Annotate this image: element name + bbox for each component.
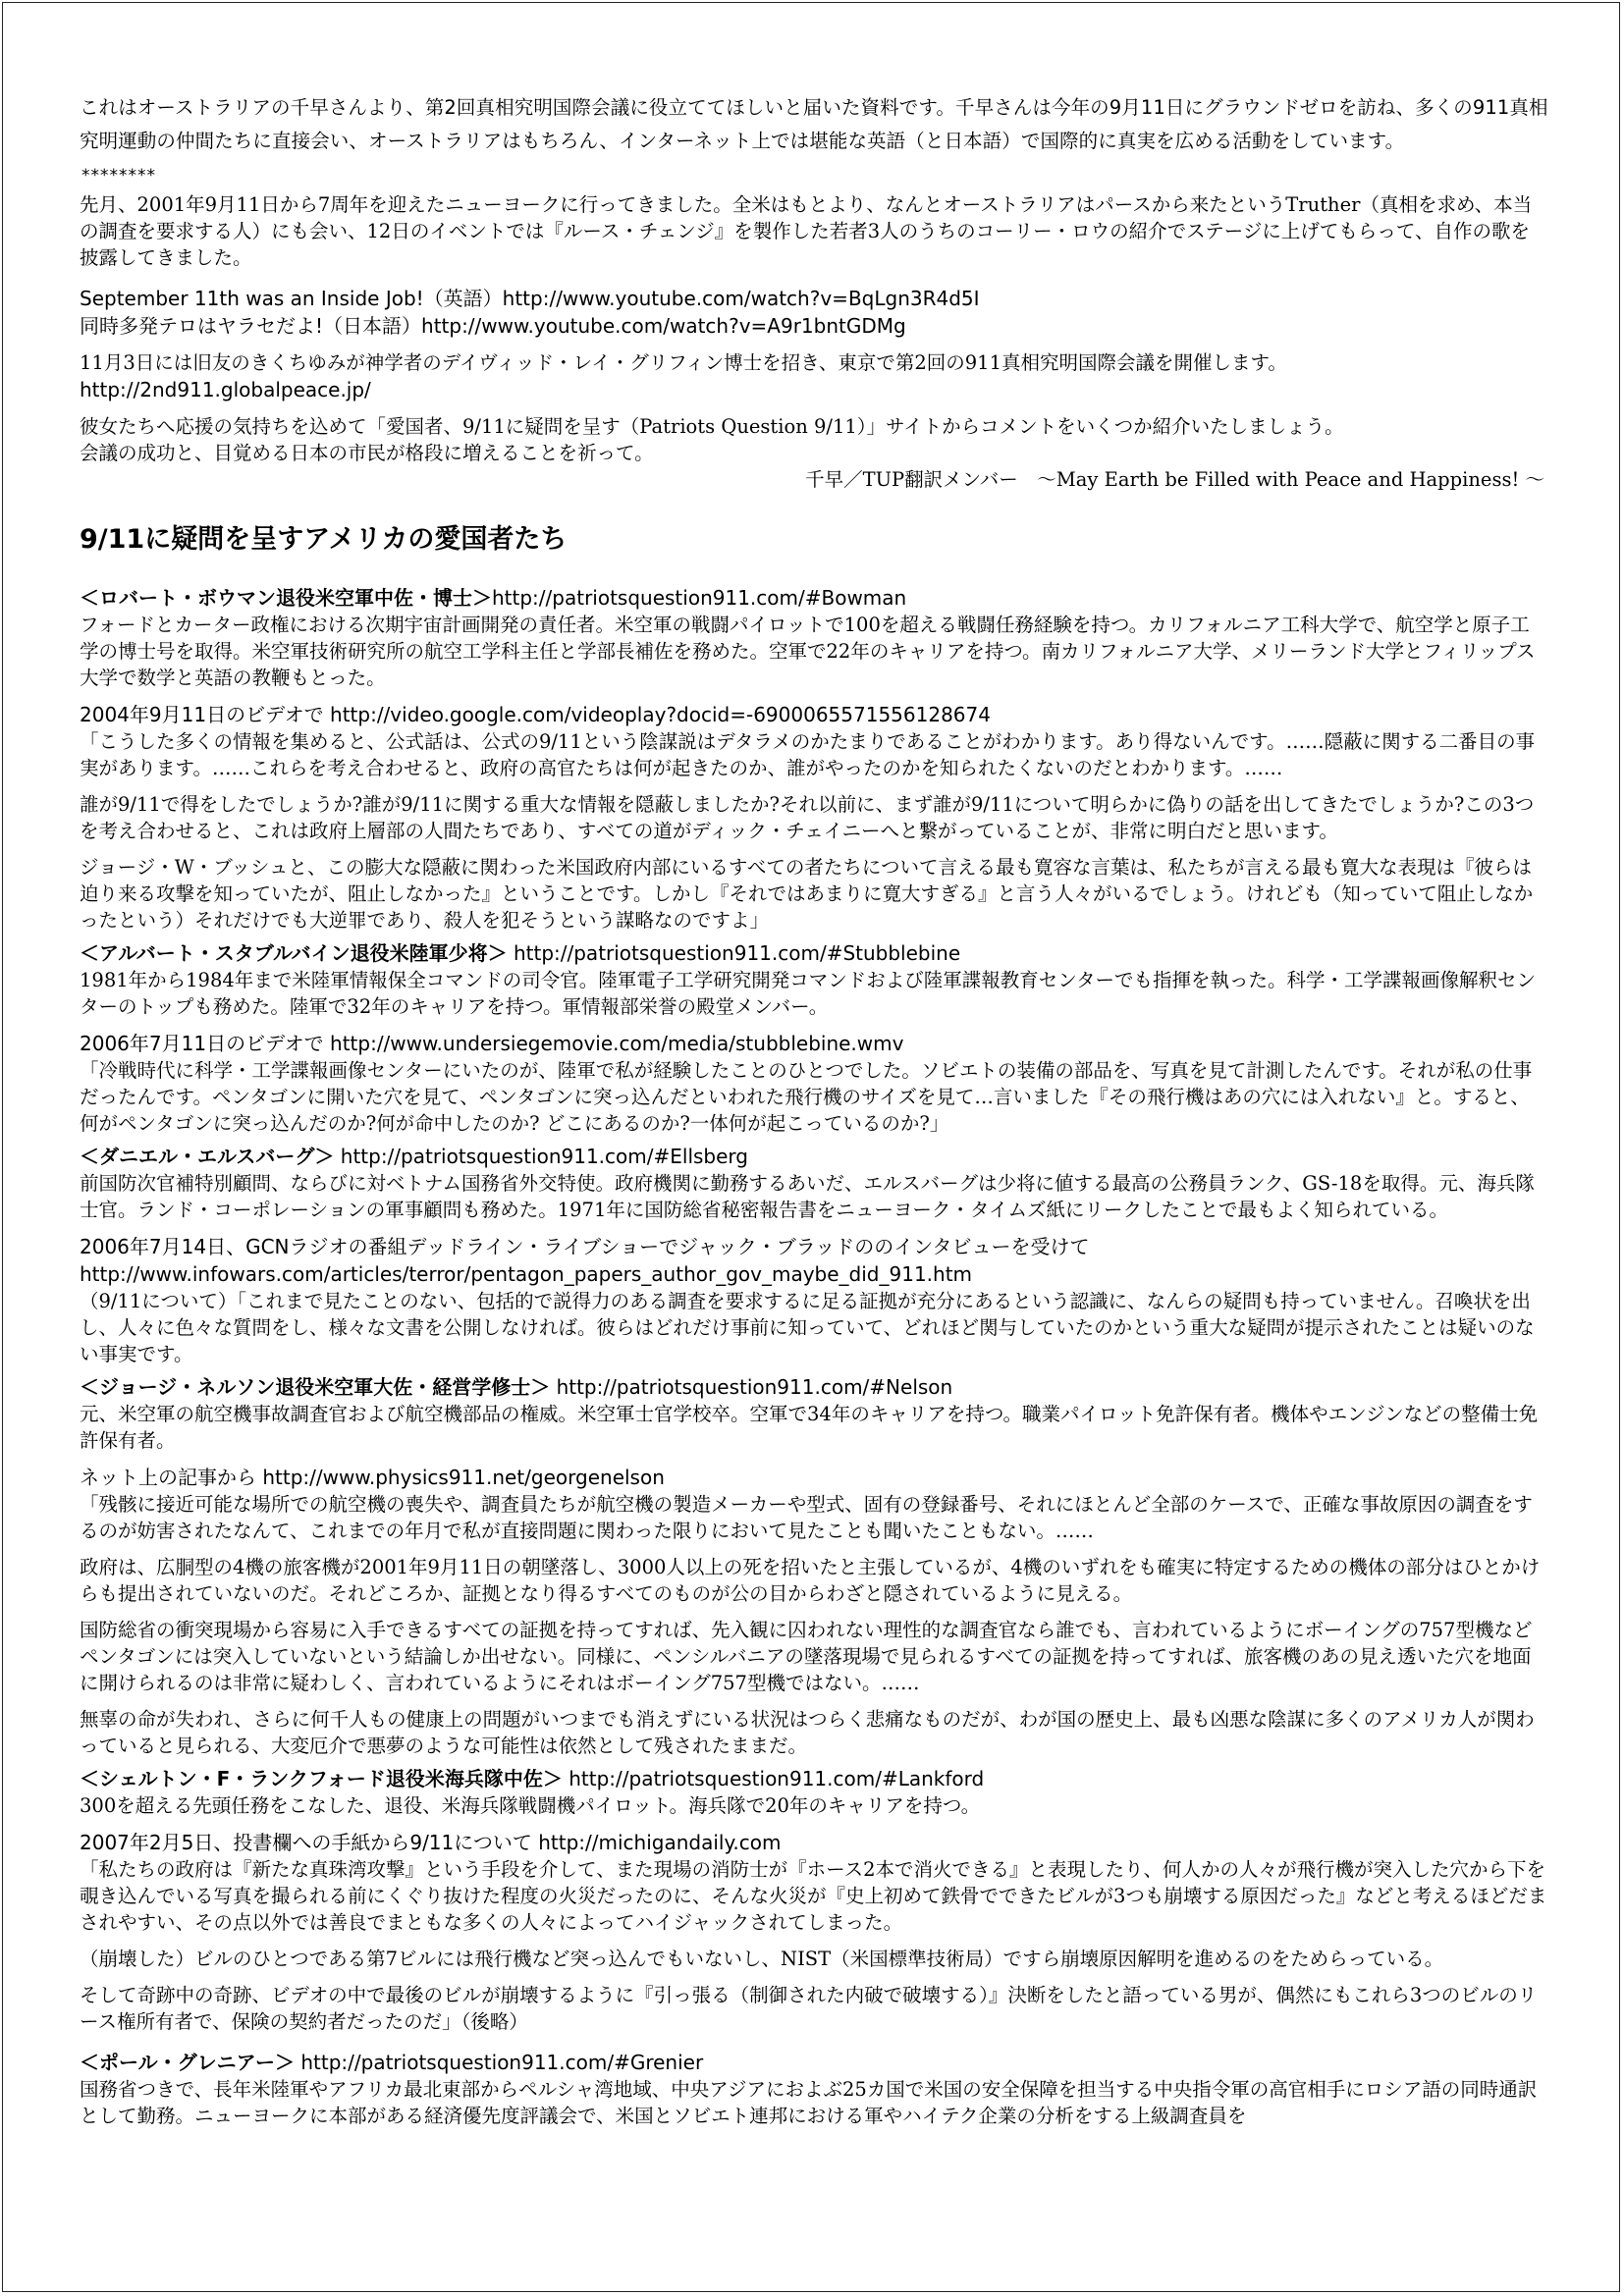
person-heading-nelson (80, 1373, 1548, 1401)
person-heading-bowman (80, 584, 1548, 612)
source-link[interactable]: http://www.infowars.com/articles/terror/pentagon_papers_author_gov_maybe_did_911.htm (80, 1262, 973, 1286)
quote-paragraph: 誰が9/11で得をしたでしょうか?誰が9/11に関する重大な情報を隠蔽しましたか?それ以前に、まず誰が9/11について明らかに偽りの話を出してきたでしょうか?この3つを考え合わせると、これは政府上層部の人間たちであり、すべての道がディック・チェイニーへと繋がっていることが、非常に明白だと思います。 (80, 793, 1535, 842)
source-line: 2006年7月11日のビデオで http://www.undersiegemovie.com/media/stubblebine.wmv (80, 1032, 904, 1055)
person-bio: 元、米空軍の航空機事故調査官および航空機部品の権威。米空軍士官学校卒。空軍で34年のキャリアを持つ。職業パイロット免許保有者。機体やエンジンなどの整備士免許保有者。 (80, 1403, 1539, 1452)
quote-paragraph: そして奇跡中の奇跡、ビデオの中で最後のビルが崩壊するように『引っ張る（制御された内破で破壊する）』決断をしたと語っている男が、偶然にもこれら3つのビルのリース権所有者で、保険の契約者だったのだ」（後略） (80, 1984, 1538, 2033)
page-border (2, 2, 1620, 2292)
closing-line-1: 彼女たちへ応援の気持ちを込めて「愛国者、9/11に疑問を呈す（Patriots Question 9/11）」サイトからコメントをいくつか紹介いたしましょう。 (80, 415, 1344, 438)
person-heading-lankford (80, 1765, 1548, 1792)
person-bio: 前国防次官補特別顧問、ならびに対ベトナム国務省外交特使。政府機関に勤務するあいだ、エルスバーグは少将に値する最高の公務員ランク、GS-18を取得。元、海兵隊士官。ランド・コーポレーションの軍事顧問も務めた。1971年に国防総省秘密報告書をニューヨーク・タイムズ紙にリークしたことで最もよく知られている。 (80, 1172, 1535, 1221)
person-bio: フォードとカーター政権における次期宇宙計画開発の責任者。米空軍の戦闘パイロットで100を超える戦闘任務経験を持つ。カリフォルニア工科大学で、航空学と原子工学の博士号を取得。米空軍技術研究所の航空工学科主任と学部長補佐を務めた。空軍で22年のキャリアを持つ。南カリフォルニア大学、メリーランド大学とフィリップス大学で数学と英語の教鞭もとった。 (80, 614, 1536, 689)
quote-paragraph: 「こうした多くの情報を集めると、公式話は、公式の9/11という陰謀説はデタラメのかたまりであることがわかります。あり得ないんです。……隠蔽に関する二番目の事実があります。……これらを考え合わせると、政府の高官たちは何が起きたのか、誰がやったのかを知られたくないのだとわかります。…… (80, 730, 1536, 779)
person-name: ＜ダニエル・エルスバーグ＞ (80, 1145, 335, 1168)
separator: ******** (81, 166, 156, 186)
source-line: 2006年7月14日、GCNラジオの番組デッドライン・ライブショーでジャック・ブラッドののインタビューを受けて (80, 1235, 1090, 1258)
source-line: ネット上の記事から http://www.physics911.net/georgenelson (80, 1466, 665, 1489)
person-heading-grenier (80, 2049, 1548, 2076)
closing-line-2: 会議の成功と、目覚める日本の市民が格段に増えることを祈って。 (80, 442, 654, 464)
signature: 千早／TUP翻訳メンバー ～May Earth be Filled with Peace and Happiness! ～ (805, 468, 1544, 491)
person-link[interactable]: http://patriotsquestion911.com/#Lankford (568, 1767, 985, 1790)
quote-paragraph: 無辜の命が失われ、さらに何千人もの健康上の問題がいつまでも消えずにいる状況はつらく悲痛なものだが、わが国の歴史上、最も凶悪な陰謀に多くのアメリカ人が関わっていると見られる、大変厄介で悪夢のような可能性は依然として残されたままだ。 (80, 1708, 1535, 1757)
person-bio: 1981年から1984年まで米陸軍情報保全コマンドの司令官。陸軍電子工学研究開発コマンドおよび陸軍諜報教育センターでも指揮を執った。科学・工学諜報画像解釈センターのトップも務めた。陸軍で32年のキャリアを持つ。軍情報部栄誉の殿堂メンバー。 (80, 969, 1536, 1018)
video-link-japanese[interactable]: 同時多発テロはヤラセだよ!（日本語）http://www.youtube.com/watch?v=A9r1bntGDMg (80, 314, 906, 338)
quote-paragraph: 国防総省の衝突現場から容易に入手できるすべての証拠を持ってすれば、先入観に囚われない理性的な調査官なら誰でも、言われているようにボーイングの757型機などペンタゴンには突入していないという結論しか出せない。同様に、ペンシルバニアの墜落現場で見られるすべての証拠を持ってすれば、旅客機のあの見え透いた穴を地面に開けられるのは非常に疑わしく、言われているようにそれはボーイング757型機ではない。…… (80, 1619, 1533, 1694)
section-title: 9/11に疑問を呈すアメリカの愛国者たち (80, 524, 568, 555)
quote-paragraph: （崩壊した）ビルのひとつである第7ビルには飛行機など突っ込んでもいないし、NIST（米国標準技術局）ですら崩壊原因解明を進めるのをためらっている。 (80, 1948, 1444, 1970)
intro-paragraph: これはオーストラリアの千早さんより、第2回真相究明国際会議に役立ててほしいと届いた資料です。千早さんは今年の9月11日にグラウンドゼロを訪ね、多くの911真相究明運動の仲間たちに直接会い、オーストラリアはもちろん、インターネット上では堪能な英語（と日本語）で国際的に真実を広める活動をしています。 (80, 96, 1548, 152)
quote-paragraph: 「私たちの政府は『新たな真珠湾攻撃』という手段を介して、また現場の消防士が『ホース2本で消火できる』と表現したり、何人かの人々が飛行機が突入した穴から下を覗き込んでいる写真を撮られる前にくぐり抜けた程度の火災だったのに、そんな火災が『史上初めて鉄骨でできたビルが3つも崩壊する原因だった』などと考えるほどだまされやすい、その点以外では善良でまともな多くの人々によってハイジャックされてしまった。 (80, 1858, 1547, 1934)
person-name: ＜アルバート・スタブルバイン退役米陸軍少将＞ (80, 941, 508, 965)
quote-paragraph: （9/11について）「これまで見たことのない、包括的で説得力のある調査を要求するに足る証拠が充分にあるという認識に、なんらの疑問も持っていません。召喚状を出し、人々に色々な質問をし、様々な文書を公開しなければ。彼らはどれだけ事前に知っていて、どれほど関与していたのかという重大な疑問が提示されたことは疑いのない事実です。 (80, 1290, 1535, 1365)
person-link[interactable]: http://patriotsquestion911.com/#Nelson (556, 1375, 953, 1399)
quote-paragraph: ジョージ・W・ブッシュと、この膨大な隠蔽に関わった米国政府内部にいるすべての者たちについて言える最も寛容な言葉は、私たちが言える最も寛大な表現は『彼らは迫り来る攻撃を知っていたが、阻止しなかった』ということです。しかし『それではあまりに寛大すぎる』と言う人々がいるでしょう。けれども（知っていて阻止しなかったという）それだけでも大逆罪であり、殺人を犯そうという謀略なのですよ」 (80, 856, 1534, 932)
person-link[interactable]: http://patriotsquestion911.com/#Bowman (492, 586, 907, 610)
person-name: ＜ロバート・ボウマン退役米空軍中佐・博士＞ (80, 586, 492, 610)
letter-paragraph: 先月、2001年9月11日から7周年を迎えたニューヨークに行ってきました。全米はもとより、なんとオーストラリアはパースから来たというTruther（真相を求め、本当の調査を要求する人）にも会い、12日のイベントでは『ルース・チェンジ』を製作した若者3人のうちのコーリー・ロウの紹介でステージに上げてもらって、自作の歌を披露してきました。 (80, 193, 1533, 269)
document-content (80, 91, 1548, 2129)
person-name: ＜ポール・グレニアー＞ (80, 2051, 295, 2074)
person-link[interactable]: http://patriotsquestion911.com/#Stubblebine (513, 941, 961, 965)
source-line: 2007年2月5日、投書欄への手紙から9/11について http://michigandaily.com (80, 1831, 782, 1854)
source-line: 2004年9月11日のビデオで http://video.google.com/videoplay?docid=-6900065571556128674 (80, 703, 991, 726)
quote-paragraph: 「冷戦時代に科学・工学諜報画像センターにいたのが、陸軍で私が経験したことのひとつでした。ソビエトの装備の部品を、写真を見て計測したんです。それが私の仕事だったんです。ペンタゴンに開いた穴を見て、ペンタゴンに突っ込んだといわれた飛行機のサイズを見て…言いました『その飛行機はあの穴には入れない』と。すると、何がペンタゴンに突っ込んだのか?何が命中したのか? どこにあるのか?一体何が起こっているのか?」 (80, 1059, 1533, 1135)
person-link[interactable]: http://patriotsquestion911.com/#Ellsberg (340, 1145, 748, 1168)
quote-paragraph: 政府は、広胴型の4機の旅客機が2001年9月11日の朝墜落し、3000人以上の死を招いたと主張しているが、4機のいずれをも確実に特定するための機体の部分はひとかけらも提出されていないのだ。それどころか、証拠となり得るすべてのものが公の目からわざと隠されているように見える。 (80, 1556, 1541, 1605)
conference-announcement: 11月3日には旧友のきくちゆみが神学者のデイヴィッド・レイ・グリフィン博士を招き、東京で第2回の911真相究明国際会議を開催します。 (80, 351, 1287, 374)
person-heading-ellsberg (80, 1143, 1548, 1170)
person-name: ＜ジョージ・ネルソン退役米空軍大佐・経営学修士＞ (80, 1375, 551, 1399)
person-heading-stubblebine (80, 939, 1548, 967)
quote-paragraph: 「残骸に接近可能な場所での航空機の喪失や、調査員たちが航空機の製造メーカーや型式、固有の登録番号、それにほとんど全部のケースで、正確な事故原因の調査をするのが妨害されたなんて、これまでの年月で私が直接問題に関わった限りにおいて見たことも聞いたこともない。…… (80, 1493, 1533, 1542)
person-name: ＜シェルトン・F・ランクフォード退役米海兵隊中佐＞ (80, 1767, 563, 1790)
person-link[interactable]: http://patriotsquestion911.com/#Grenier (300, 2051, 704, 2074)
conference-link[interactable]: http://2nd911.globalpeace.jp/ (80, 378, 371, 401)
person-bio: 300を超える先頭任務をこなした、退役、米海兵隊戦闘機パイロット。海兵隊で20年のキャリアを持つ。 (80, 1794, 981, 1817)
video-link-english[interactable]: September 11th was an Inside Job!（英語）http://www.youtube.com/watch?v=BqLgn3R4d5I (80, 287, 980, 310)
person-bio: 国務省つきで、長年米陸軍やアフリカ最北東部からペルシャ湾地域、中央アジアにおよぶ25カ国で米国の安全保障を担当する中央指令軍の高官相手にロシア語の同時通訳として勤務。ニューヨークに本部がある経済優先度評議会で、米国とソビエト連邦における軍やハイテク企業の分析をする上級調査員を (80, 2078, 1538, 2127)
